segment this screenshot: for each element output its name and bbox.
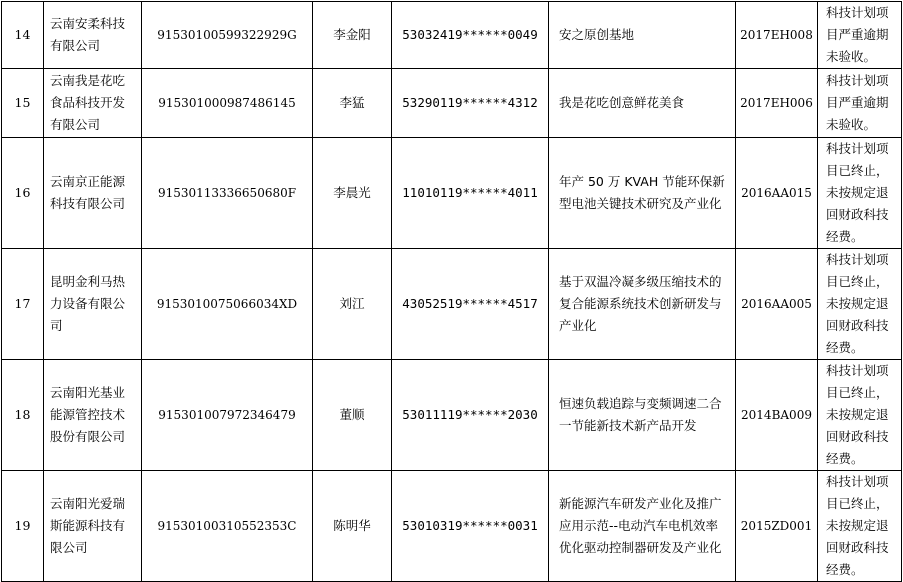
project-code: 2017EH006 <box>736 69 818 138</box>
credit-code: 91530100599322929G <box>142 2 313 69</box>
company-name: 昆明金利马热力设备有限公司 <box>44 249 142 360</box>
table-row <box>2 360 902 471</box>
project-name: 安之原创基地 <box>549 2 736 69</box>
project-code: 2015ZD001 <box>736 471 818 582</box>
id-number: 53011119******2030 <box>392 360 549 471</box>
project-code: 2016AA005 <box>736 249 818 360</box>
credit-code: 91530113336650680F <box>142 138 313 249</box>
row-number: 17 <box>2 249 44 360</box>
project-name: 基于双温冷凝多级压缩技术的复合能源系统技术创新研发与产业化 <box>549 249 736 360</box>
table-row <box>2 69 902 138</box>
legal-person: 陈明华 <box>313 471 392 582</box>
row-number: 19 <box>2 471 44 582</box>
legal-person: 李猛 <box>313 69 392 138</box>
id-number: 53032419******0049 <box>392 2 549 69</box>
id-number: 53010319******0031 <box>392 471 549 582</box>
credit-code: 91530100310552353C <box>142 471 313 582</box>
violation-reason: 科技计划项目已终止，未按规定退回财政科技经费。 <box>818 249 902 360</box>
company-name: 云南京正能源科技有限公司 <box>44 138 142 249</box>
id-number: 43052519******4517 <box>392 249 549 360</box>
legal-person: 李晨光 <box>313 138 392 249</box>
project-code: 2016AA015 <box>736 138 818 249</box>
id-number: 11010119******4011 <box>392 138 549 249</box>
company-name: 云南安柔科技有限公司 <box>44 2 142 69</box>
credit-code: 915301000987486145 <box>142 69 313 138</box>
row-number: 14 <box>2 2 44 69</box>
violation-reason: 科技计划项目严重逾期未验收。 <box>818 69 902 138</box>
credit-code: 915301007972346479 <box>142 360 313 471</box>
project-name: 我是花吃创意鲜花美食 <box>549 69 736 138</box>
table-row <box>2 249 902 360</box>
company-name: 云南我是花吃食品科技开发有限公司 <box>44 69 142 138</box>
project-name: 年产 50 万 KVAH 节能环保新型电池关键技术研究及产业化 <box>549 138 736 249</box>
project-name: 新能源汽车研发产业化及推广应用示范--电动汽车电机效率优化驱动控制器研发及产业化 <box>549 471 736 582</box>
project-code: 2014BA009 <box>736 360 818 471</box>
legal-person: 李金阳 <box>313 2 392 69</box>
company-name: 云南阳光基业能源管控技术股份有限公司 <box>44 360 142 471</box>
project-code: 2017EH008 <box>736 2 818 69</box>
credit-code: 915301007506603​4XD <box>142 249 313 360</box>
table-row <box>2 471 902 582</box>
legal-person: 刘江 <box>313 249 392 360</box>
violation-reason: 科技计划项目已终止，未按规定退回财政科技经费。 <box>818 360 902 471</box>
row-number: 16 <box>2 138 44 249</box>
project-name: 恒速负载追踪与变频调速二合一节能新技术新产品开发 <box>549 360 736 471</box>
table-row <box>2 2 902 69</box>
company-name: 云南阳光爱瑞斯能源科技有限公司 <box>44 471 142 582</box>
table-row <box>2 138 902 249</box>
id-number: 53290119******4312 <box>392 69 549 138</box>
violation-reason: 科技计划项目已终止，未按规定退回财政科技经费。 <box>818 471 902 582</box>
legal-person: 董顺 <box>313 360 392 471</box>
row-number: 15 <box>2 69 44 138</box>
violation-reason: 科技计划项目严重逾期未验收。 <box>818 2 902 69</box>
record-table <box>1 1 902 582</box>
violation-reason: 科技计划项目已终止，未按规定退回财政科技经费。 <box>818 138 902 249</box>
row-number: 18 <box>2 360 44 471</box>
